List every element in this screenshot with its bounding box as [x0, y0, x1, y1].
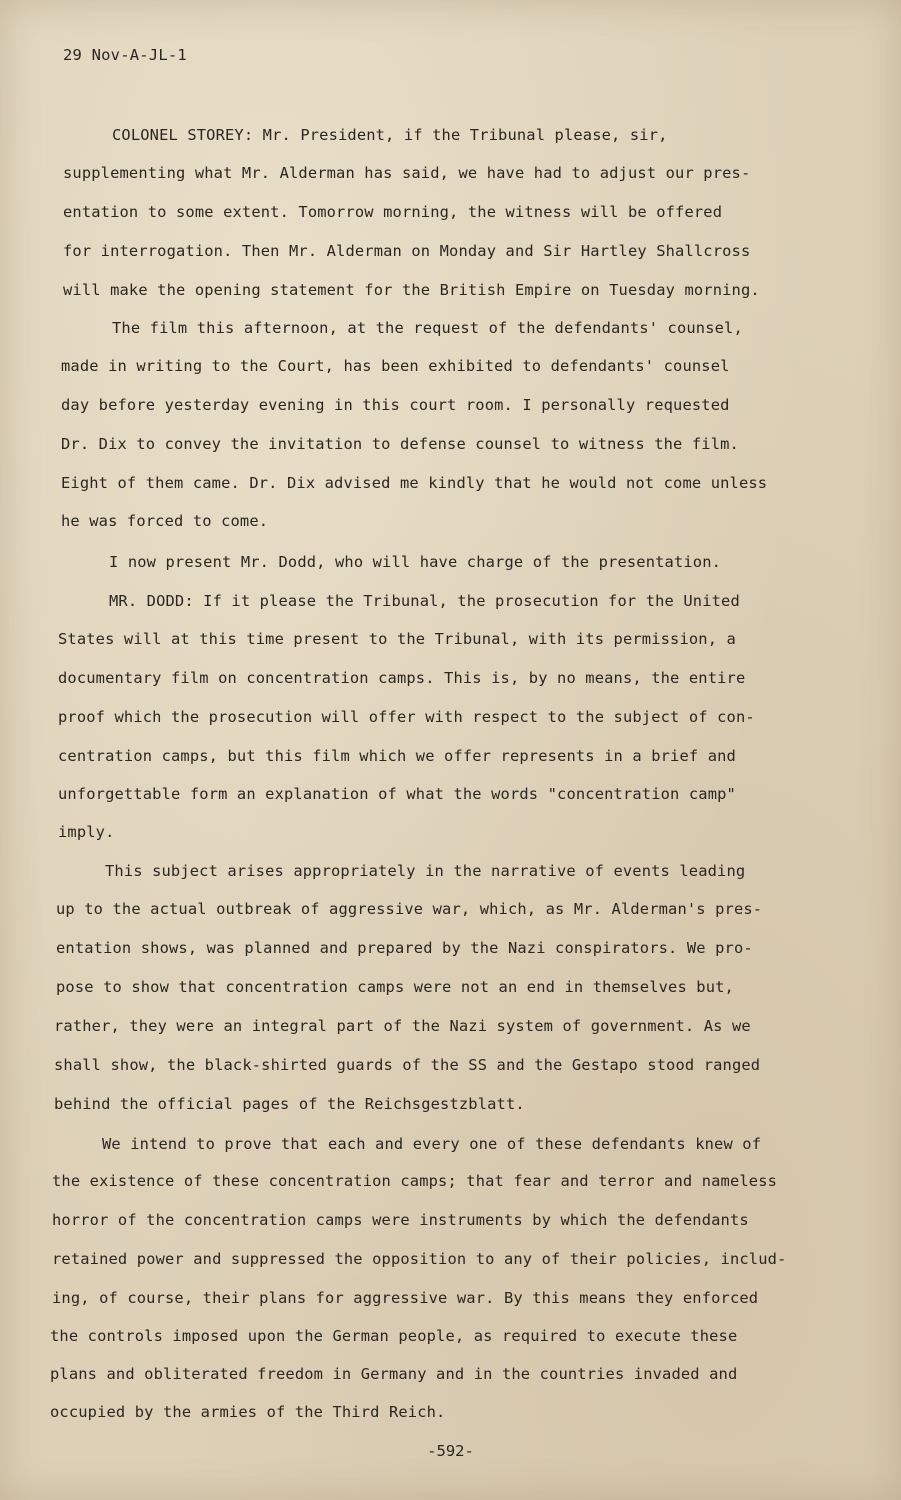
text-line: COLONEL STOREY: Mr. President, if the Tribunal please, sir, — [112, 126, 668, 144]
text-line: the existence of these concentration camps; that fear and terror and nameless — [52, 1172, 778, 1190]
text-line: occupied by the armies of the Third Reich. — [50, 1403, 446, 1421]
text-line: Dr. Dix to convey the invitation to defense counsel to witness the film. — [61, 435, 739, 453]
text-line: Eight of them came. Dr. Dix advised me kindly that he would not come unless — [61, 474, 768, 492]
text-line: documentary film on concentration camps. This is, by no means, the entire — [58, 669, 746, 687]
text-line: unforgettable form an explanation of what the words "concentration camp" — [58, 785, 736, 803]
text-line: made in writing to the Court, has been exhibited to defendants' counsel — [61, 357, 730, 375]
text-line: States will at this time present to the Tribunal, with its permission, a — [58, 630, 736, 648]
text-line: We intend to prove that each and every one of these defendants knew of — [102, 1135, 762, 1153]
text-line: supplementing what Mr. Alderman has said, we have had to adjust our pres- — [63, 164, 751, 182]
text-line: centration camps, but this film which we offer represents in a brief and — [58, 747, 736, 765]
text-line: shall show, the black-shirted guards of the SS and the Gestapo stood ranged — [54, 1056, 761, 1074]
page-number: -592- — [427, 1442, 474, 1460]
text-line: up to the actual outbreak of aggressive war, which, as Mr. Alderman's pres- — [56, 900, 763, 918]
text-line: plans and obliterated freedom in Germany and in the countries invaded and — [50, 1365, 738, 1383]
text-line: for interrogation. Then Mr. Alderman on Monday and Sir Hartley Shallcross — [63, 242, 751, 260]
text-line: day before yesterday evening in this court room. I personally requested — [61, 396, 730, 414]
text-line: pose to show that concentration camps were not an end in themselves but, — [56, 978, 734, 996]
text-line: imply. — [58, 823, 115, 841]
text-line: ing, of course, their plans for aggressive war. By this means they enforced — [52, 1289, 759, 1307]
text-line: horror of the concentration camps were instruments by which the defendants — [52, 1211, 749, 1229]
text-line: will make the opening statement for the British Empire on Tuesday morning. — [63, 281, 760, 299]
text-line: he was forced to come. — [61, 512, 269, 530]
text-line: entation shows, was planned and prepared by the Nazi conspirators. We pro- — [56, 939, 753, 957]
document-header-id: 29 Nov-A-JL-1 — [63, 46, 187, 64]
text-line: This subject arises appropriately in the narrative of events leading — [105, 862, 746, 880]
text-line: behind the official pages of the Reichsgestzblatt. — [54, 1095, 525, 1113]
text-line: The film this afternoon, at the request of the defendants' counsel, — [112, 319, 743, 337]
text-line: retained power and suppressed the opposition to any of their policies, includ- — [52, 1250, 787, 1268]
text-line: proof which the prosecution will offer with respect to the subject of con- — [58, 708, 755, 726]
text-line: entation to some extent. Tomorrow morning, the witness will be offered — [63, 203, 723, 221]
text-line: rather, they were an integral part of the Nazi system of government. As we — [54, 1017, 751, 1035]
text-line: the controls imposed upon the German people, as required to execute these — [50, 1327, 738, 1345]
text-line: I now present Mr. Dodd, who will have charge of the presentation. — [109, 553, 722, 571]
text-line: MR. DODD: If it please the Tribunal, the prosecution for the United — [109, 592, 740, 610]
